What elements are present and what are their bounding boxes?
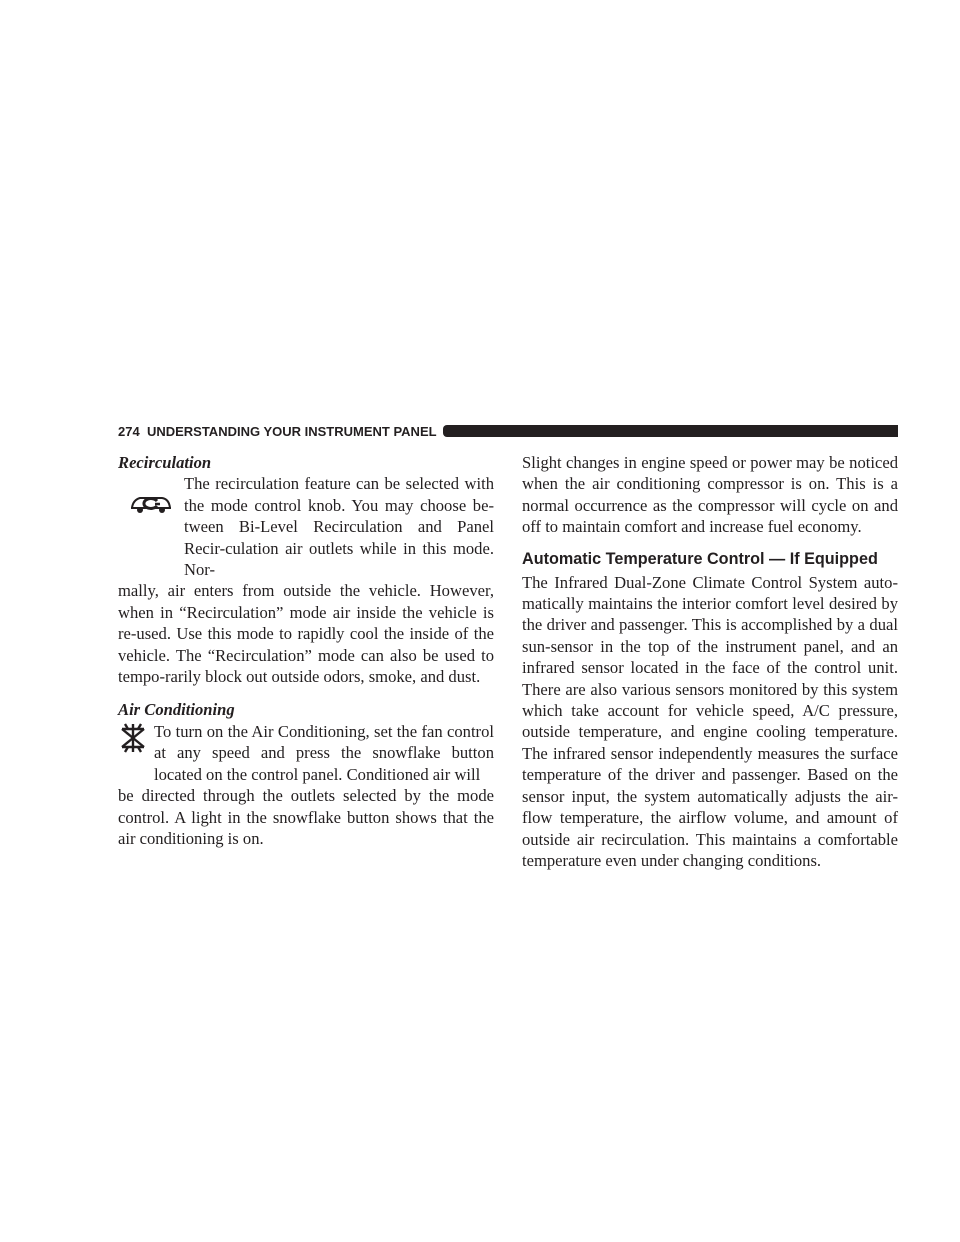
air-conditioning-heading: Air Conditioning bbox=[118, 700, 235, 720]
snowflake-icon bbox=[118, 721, 148, 785]
recirculation-car-icon bbox=[118, 473, 184, 580]
recirculation-heading: Recirculation bbox=[118, 453, 212, 472]
header-rule bbox=[443, 425, 898, 437]
air-conditioning-block bbox=[118, 721, 494, 785]
recirculation-block bbox=[118, 473, 494, 580]
section-title: UNDERSTANDING YOUR INSTRUMENT PANEL bbox=[146, 423, 437, 439]
page-number-text: 274 bbox=[118, 423, 140, 439]
page-header bbox=[118, 420, 898, 442]
page-number bbox=[118, 424, 437, 439]
air-conditioning-body: be directed through the outlets selected by the mode control. A light in the snowflake button shows that the air conditioning is on. bbox=[118, 786, 494, 848]
automatic-temperature-control-heading: Automatic Temperature Control — If Equipped bbox=[522, 549, 878, 568]
recirculation-indented-text: The recirculation feature can be selected with the mode control knob. You may choose be-tween Bi-Level Recirculation and Panel Recir-culation air outlets while in this mode. Nor- bbox=[184, 474, 494, 580]
right-column bbox=[522, 452, 898, 871]
automatic-temperature-control-body: The Infrared Dual-Zone Climate Control System auto-matically maintains the interior comfort level desired by the driver and passenger. This is accomplished by a dual sun-sensor in the top of the instrument panel, and an infrared sensor located in the face of the control unit. There are also various sensors monitored by this system which take account for vehicle speed, A/C pressure, outside temperature, and engine cooling temperature. The infrared sensor independently measures the surface temperature of the driver and passenger. Based on the sensor input, the system automatically adjusts the air-flow temperature, the airflow volume, and amount of outside air recirculation. This maintains a comfortable temperature even under changing conditions. bbox=[522, 572, 898, 870]
recirculation-body: mally, air enters from outside the vehicle. However, when in “Recirculation” mode air inside the vehicle is re-used. Use this mode to rapidly cool the inside of the vehicle. The “Recirculation” mode can also be used to tempo-rarily block out outside odors, smoke, and dust. bbox=[118, 581, 494, 687]
left-column bbox=[118, 452, 494, 849]
compressor-note: Slight changes in engine speed or power may be noticed when the air conditioning compressor is on. This is a normal occurrence as the compressor will cycle on and off to maintain comfort and increase fuel economy. bbox=[522, 453, 898, 537]
air-conditioning-indented-text: To turn on the Air Conditioning, set the fan control at any speed and press the snowflake button located on the control panel. Conditioned air will bbox=[154, 721, 494, 784]
